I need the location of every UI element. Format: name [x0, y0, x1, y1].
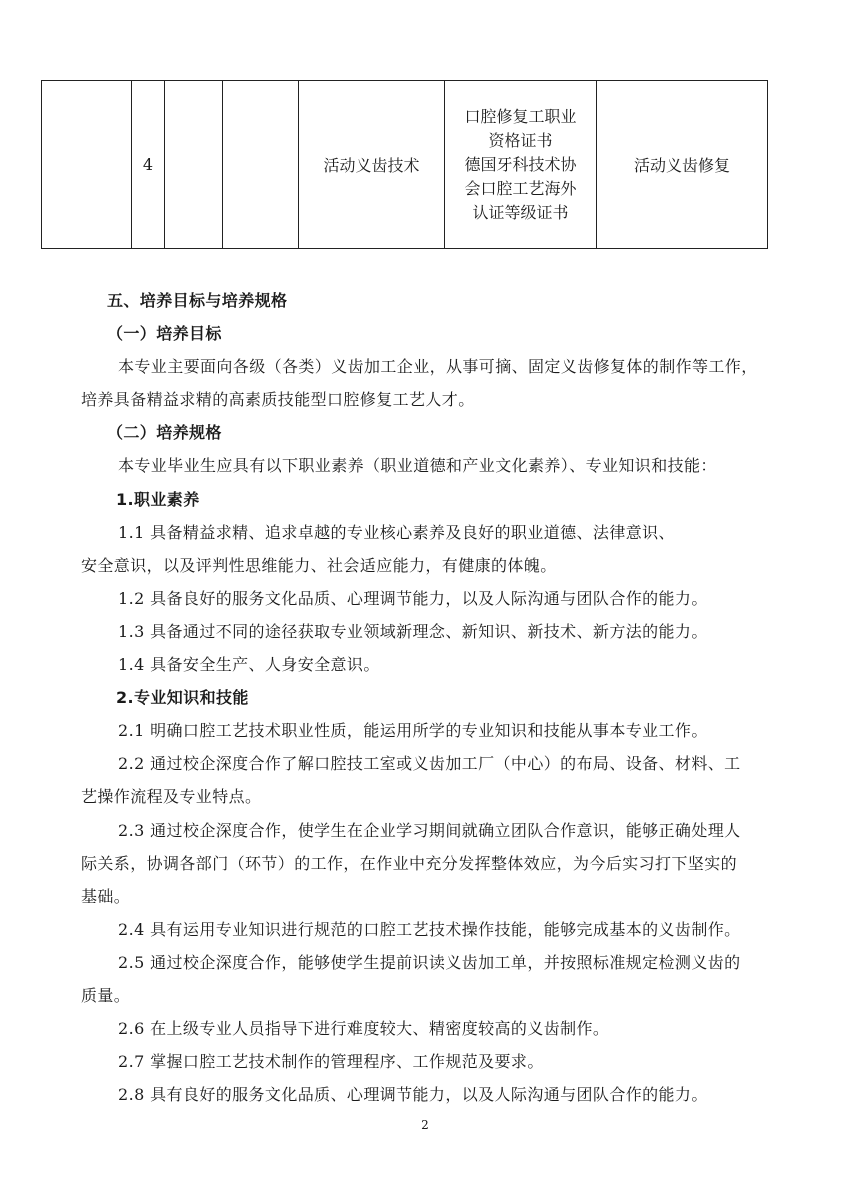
certificate-line: 德国牙科技术协	[464, 154, 577, 174]
training-section	[0, 284, 850, 1111]
list-item-continued: 安全意识，以及评判性思维能力、社会适应能力，有健康的体魄。	[81, 555, 557, 575]
list-item-continued: 际关系，协调各部门（环节）的工作，在作业中充分发挥整体效应，为今后实习打下坚实的	[81, 853, 738, 873]
list-item: 1.4 具备安全生产、人身安全意识。	[118, 655, 380, 675]
table-cell-task: 活动义齿修复	[597, 81, 768, 249]
list-item: 1.2 具备良好的服务文化品质、心理调节能力，以及人际沟通与团队合作的能力。	[118, 588, 708, 608]
table-row	[42, 81, 768, 249]
paragraph: 本专业主要面向各级（各类）义齿加工企业，从事可摘、固定义齿修复体的制作等工作，	[118, 357, 758, 377]
list-item-continued: 质量。	[81, 985, 131, 1005]
page-number: 2	[421, 1118, 429, 1132]
paragraph: 本专业毕业生应具有以下职业素养（职业道德和产业文化素养）、专业知识和技能：	[118, 456, 717, 476]
table-cell-certificates	[445, 81, 597, 249]
table-cell-blank	[42, 81, 132, 249]
certificate-line: 会口腔工艺海外	[464, 178, 577, 198]
list-item-continued: 艺操作流程及专业特点。	[81, 787, 262, 807]
table-cell-number: 4	[132, 81, 165, 249]
heading-professional-quality: 1.职业素养	[116, 489, 200, 509]
list-item: 2.3 通过校企深度合作，使学生在企业学习期间就确立团队合作意识，能够正确处理人	[118, 820, 741, 840]
list-item: 2.7 掌握口腔工艺技术制作的管理程序、工作规范及要求。	[118, 1052, 544, 1072]
subsection-heading: （一）培养目标	[107, 324, 222, 344]
courses-table	[41, 80, 768, 249]
certificate-line: 口腔修复工职业	[464, 106, 577, 126]
certificate-line: 资格证书	[488, 130, 553, 150]
subsection-heading: （二）培养规格	[107, 423, 222, 443]
list-item: 2.2 通过校企深度合作了解口腔技工室或义齿加工厂（中心）的布局、设备、材料、工	[118, 754, 741, 774]
section-title: 五、培养目标与培养规格	[107, 291, 288, 310]
list-item: 1.1 具备精益求精、追求卓越的专业核心素养及良好的职业道德、法律意识、	[118, 522, 675, 542]
table-cell-c3	[223, 81, 299, 249]
table-cell-c2	[165, 81, 223, 249]
list-item: 1.3 具备通过不同的途径获取专业领域新理念、新知识、新技术、新方法的能力。	[118, 621, 708, 641]
certificate-line: 认证等级证书	[472, 202, 569, 222]
list-item: 2.8 具有良好的服务文化品质、心理调节能力，以及人际沟通与团队合作的能力。	[118, 1085, 708, 1105]
list-item-continued: 基础。	[81, 886, 131, 906]
list-item: 2.4 具有运用专业知识进行规范的口腔工艺技术操作技能，能够完成基本的义齿制作。	[118, 919, 741, 939]
list-item: 2.1 明确口腔工艺技术职业性质，能运用所学的专业知识和技能从事本专业工作。	[118, 721, 708, 741]
list-item: 2.6 在上级专业人员指导下进行难度较大、精密度较高的义齿制作。	[118, 1019, 610, 1039]
table-cell-course: 活动义齿技术	[299, 81, 445, 249]
list-item: 2.5 通过校企深度合作，能够使学生提前识读义齿加工单，并按照标准规定检测义齿的	[118, 952, 741, 972]
heading-knowledge-skills: 2.专业知识和技能	[116, 688, 249, 708]
paragraph: 培养具备精益求精的高素质技能型口腔修复工艺人才。	[81, 390, 475, 410]
